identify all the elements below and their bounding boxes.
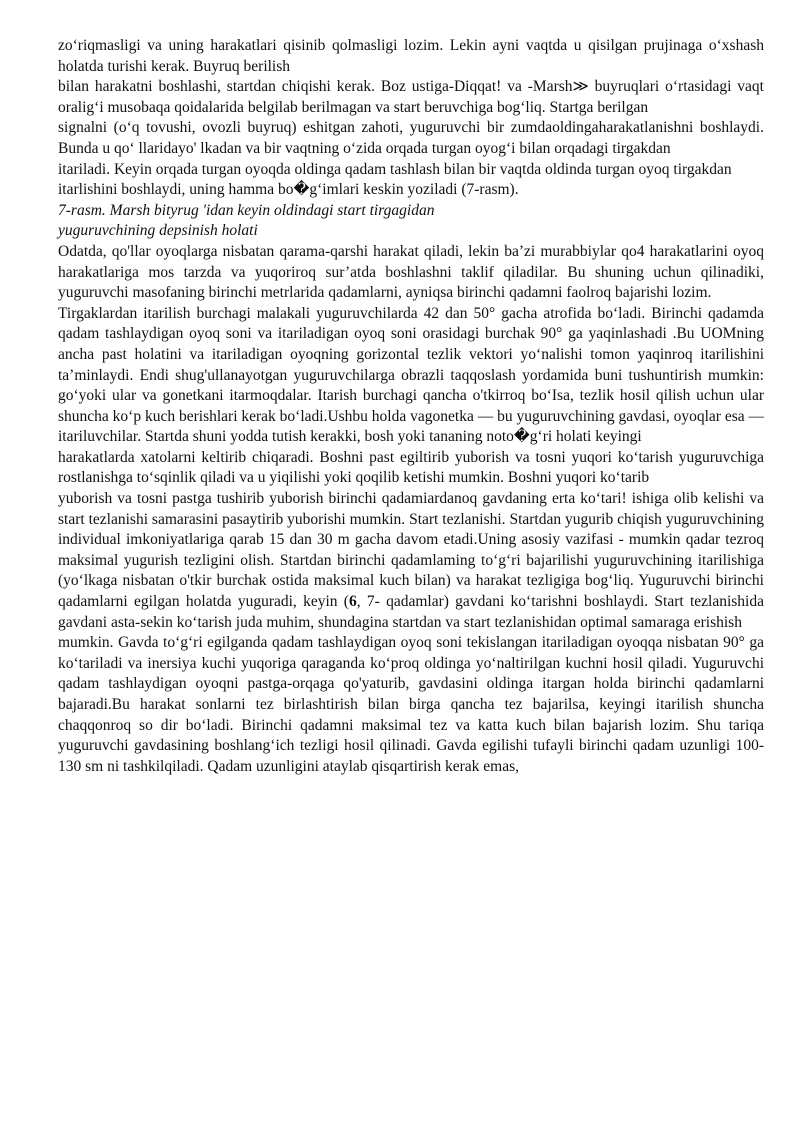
paragraph-9: mumkin. Gavda to‘g‘ri egilganda qadam tashlaydigan oyoq soni tekislangan itariladigan oyoqqa nisbatan 90° ga ko‘tariladi va inersiya kuchi yuqoriga qaraganda ko‘proq oldinga yo‘naltirilgan kuchni hosil qiladi. Yuguruvchi qadam tashlaydigan oyoqni pastga-orqaga qo'yaturib, gavdasini oldinga itargan holda birinchi qadamlarni bajaradi.Bu harakat sonlarni tez birlashtirish bilan birga qancha tez bajarilsa, keyingi itarilish shuncha chaqqonroq so dir bo‘ladi. Birinchi qadamni maksimal tez va katta kuch bilan bajarish lozim. Shu tariqa yuguruvchi gavdasining boshlang‘ich tezligi hosil qilinadi. Gavda egilishi tufayli birinchi qadam uzunligi 100-130 sm ni tashkilqiladi. Qadam uzunligini ataylab qisqartirish kerak emas, bbox=[58, 634, 764, 775]
paragraph-2: bilan harakatni boshlashi, startdan chiqishi kerak. Boz ustiga-Diqqat! va -Marsh≫ buyruqlari o‘rtasidagi vaqt oralig‘i musobaqa qoidalarida belgilab berilmagan va start beruvchiga bog‘liq. Startga berilgan bbox=[58, 78, 764, 116]
paragraph-8-part-2: , 7- qadamlar) gavdani ko‘tarishni boshlaydi. Start tezlanishida gavdani asta-sekin ko‘tarish juda muhim, shundagina startdan va start tezlanishidan optimal samaraga erishish bbox=[58, 593, 764, 631]
paragraph-7: harakatlarda xatolarni keltirib chiqaradi. Boshni past egiltirib yuborish va tosni yuqori ko‘tarish yuguruvchiga rostlanishga to‘sqinlik qiladi va u yiqilishi yoki qoqilib ketishi mumkin. Boshni yuqori ko‘tarib bbox=[58, 448, 764, 487]
paragraph-3: signalni (o‘q tovushi, ovozli buyruq) eshitgan zahoti, yuguruvchi bir zumdaoldingaharakatlanishni boshlaydi. Bunda u qo‘ llaridayo' lkadan va bir vaqtning o‘zida orqada turgan oyog‘i bilan orqadagi tirgakdan bbox=[58, 119, 764, 157]
paragraph-6: Tirgaklardan itarilish burchagi malakali yuguruvchilarda 42 dan 50° gacha atrofida bo‘ladi. Birinchi qadamda qadam tashlaydigan oyoq soni va itariladigan oyoq soni orasidagi burchak 90° ga yaqinlashadi .Bu UOMning ancha past holatini va itariladigan oyoqning gorizontal tezlik vektori yo‘nalishi tomon yaqinroq itarilishini ta’minlaydi. Endi shug'ullanayotgan yuguruvchilarga obrazli taqqoslash yordamida buni tushuntirish mumkin: go‘yoki ular va gonetkani itarmoqdalar. Itarish burchagi qancha o'tkirroq bo‘Isa, tezlik hosil qilish uchun ular shuncha ko‘p kuch berishlari kerak bo‘ladi.Ushbu holda vagonetka — bu yuguruvchining gavdasi, oyoqlar esa — itariluvchilar. Startda shuni yodda tutish kerakki, bosh yoki tananing noto�g‘ri holati keyingi bbox=[58, 304, 764, 446]
paragraph-8-part-1: yuborish va tosni pastga tushirib yuborish birinchi qadamiardanoq gavdaning erta ko‘tari! ishiga olib kelishi va start tezlanishi samarasini pasaytirib yuborishi mumkin. Start tezlanishi. Startdan yugurib chiqish yuguruvchining individual imkoniyatlariga qarab 15 dan 30 m gacha davom etadi.Uning asosiy vazifasi - mumkin qadar tezroq maksimal yugurish tezligini olish. Startdan birinchi qadamlaming to‘g‘ri bajarilishi yuguruvchining itarilishiga (yo‘lkaga nisbatan o'tkir burchak ostida maksimal kuch bilan) va harakat tezligiga bog‘liq. Yuguruvchi birinchi qadamlarni egilgan holatda yuguradi, keyin ( bbox=[58, 490, 764, 611]
paragraph-1: zo‘riqmasligi va uning harakatlari qisinib qolmasligi lozim. Lekin ayni vaqtda u qisilgan prujinaga o‘xshash holatda turishi kerak. Buyruq berilish bbox=[58, 37, 764, 75]
figure-caption-line-2: yuguruvchining depsinish holati bbox=[58, 222, 258, 240]
figure-caption-line-1: 7-rasm. Marsh bityrug 'idan keyin oldindagi start tirgagidan bbox=[58, 201, 435, 219]
paragraph-4: itariladi. Keyin orqada turgan oyoqda oldinga qadam tashlash bilan bir vaqtda oldinda turgan oyoq tirgakdan itarlishini boshlaydi, uning hamma bo�g‘imlari keskin yoziladi (7-rasm). bbox=[58, 160, 732, 199]
paragraph-8 bbox=[58, 489, 764, 633]
document-page bbox=[58, 36, 764, 777]
step-number: 6 bbox=[348, 593, 357, 611]
paragraph-5: Odatda, qo'llar oyoqlarga nisbatan qarama-qarshi harakat qiladi, lekin ba’zi murabbiylar qo4 harakatlarini oyoq harakatlariga mos tarzda va yuqoriroq sur’atda boshlashni taklif qiladilar. Bu shuning uchun qilinadiki, yuguruvchi masofaning birinchi metrlarida qadamlarni, ayniqsa birinchi qadamni faolroq bajarishi lozim. bbox=[58, 242, 764, 302]
